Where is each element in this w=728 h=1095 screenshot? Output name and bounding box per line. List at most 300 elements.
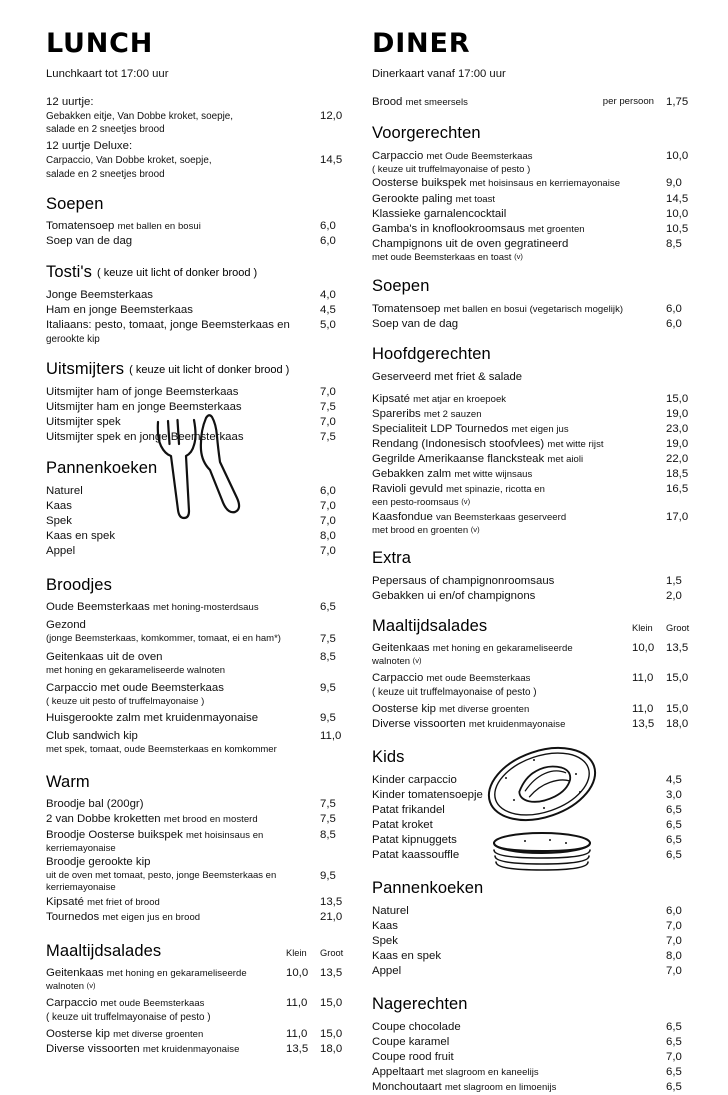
item-price: 4,5 xyxy=(666,774,682,787)
lunch-subtitle: Lunchkaart tot 17:00 uur xyxy=(46,68,169,80)
item-desc: met honing-mosterdsaus xyxy=(153,602,259,614)
item-name: Carpaccio xyxy=(46,996,101,1009)
item-name: Spareribs xyxy=(372,408,424,421)
section-items-tostis xyxy=(46,288,354,346)
item-name: Spek xyxy=(46,515,72,528)
item-desc: met spinazie, ricotta en xyxy=(446,484,545,496)
item-price: 6,0 xyxy=(666,905,682,918)
item-name: Coupe rood fruit xyxy=(372,1051,454,1064)
item-name: Italiaans: pesto, tomaat, jonge Beemsterkaas en xyxy=(46,319,290,332)
item-name: Gegrilde Amerikaanse flancksteak xyxy=(372,453,548,466)
vegetarian-marker: (v) xyxy=(470,524,480,534)
item-price: 6,5 xyxy=(666,1066,682,1079)
item-name: Kaas xyxy=(372,920,398,933)
item-price: 9,5 xyxy=(320,681,336,694)
item-price: 16,5 xyxy=(666,483,689,496)
section-items-warm xyxy=(46,797,354,924)
item-price-groot: 13,5 xyxy=(666,641,689,654)
column-header-groot: Groot xyxy=(320,947,344,958)
section-items-broodjes xyxy=(46,600,354,756)
menu-item xyxy=(372,574,700,589)
menu-item xyxy=(372,934,700,949)
item-price-klein: 11,0 xyxy=(632,672,654,685)
item-name: Club sandwich kip xyxy=(46,730,138,743)
item-desc: met eigen jus xyxy=(511,424,569,436)
section-title-kids: Kids xyxy=(372,748,405,767)
item-name: 2 van Dobbe kroketten xyxy=(46,813,164,826)
item-price-klein: 11,0 xyxy=(286,996,308,1009)
item-desc: met groenten xyxy=(528,223,585,235)
item-desc-line: met honing en gekarameliseerde walnoten xyxy=(46,665,226,677)
item-name: Oosterse buikspek xyxy=(372,177,470,190)
item-name: Kaas en spek xyxy=(372,950,442,963)
item-price: 7,0 xyxy=(666,965,682,978)
section-title-warm: Warm xyxy=(46,772,90,791)
item-desc: met toast xyxy=(455,193,496,205)
item-price: 7,0 xyxy=(320,515,336,528)
item-name: Klassieke garnalencocktail xyxy=(372,207,507,220)
menu-item xyxy=(372,192,700,207)
menu-item xyxy=(372,904,700,919)
item-price: 19,0 xyxy=(666,408,689,421)
menu-item xyxy=(46,681,354,708)
item-price: 7,0 xyxy=(320,416,336,429)
menu-item xyxy=(46,415,354,430)
item-name: Naturel xyxy=(372,905,409,918)
item-price: 8,5 xyxy=(666,237,682,250)
item-name: Monchoutaart xyxy=(372,1081,445,1094)
item-price-klein: 10,0 xyxy=(632,641,655,654)
section-title-pannenkoeken: Pannenkoeken xyxy=(46,459,158,478)
item-name: Uitsmijter spek en jonge Beemsterkaas xyxy=(46,431,244,444)
item-desc: met brood en mosterd xyxy=(163,814,258,826)
menu-item xyxy=(372,671,700,699)
item-price: 12,0 xyxy=(320,110,343,123)
item-desc-line: met spek, tomaat, oude Beemsterkaas en komkommer xyxy=(46,744,277,756)
item-desc: met honing en gekarameliseerde xyxy=(432,642,573,654)
item-name: Jonge Beemsterkaas xyxy=(46,289,154,302)
menu-item xyxy=(46,499,354,514)
item-price: 2,0 xyxy=(666,589,682,602)
item-price-klein: 13,5 xyxy=(286,1043,309,1056)
item-subline: walnoten xyxy=(46,980,85,992)
item-name: Appel xyxy=(372,965,402,978)
item-name: Broodje gerookte kip xyxy=(46,855,151,868)
menu-item xyxy=(46,855,354,895)
item-desc: met slagroom en kaneelijs xyxy=(427,1067,539,1079)
item-desc: met smeersels xyxy=(405,97,468,109)
section-items-soepen xyxy=(46,219,354,249)
item-name: Diverse vissoorten xyxy=(372,718,469,731)
section-title-soepen: Soepen xyxy=(46,194,104,213)
item-price-groot: 15,0 xyxy=(666,672,689,685)
menu-item xyxy=(372,437,700,452)
column-header-klein: Klein xyxy=(286,947,307,958)
section-items-pannenkoeken xyxy=(46,484,354,559)
item-name: Champignons uit de oven gegratineerd xyxy=(372,237,569,250)
item-name: Gebakken ui en/of champignons xyxy=(372,589,536,602)
item-name: Kaasfondue xyxy=(372,510,436,523)
menu-item xyxy=(46,514,354,529)
item-name: Uitsmijter spek xyxy=(46,416,121,429)
item-name: Soep van de dag xyxy=(372,317,459,330)
item-price: 7,0 xyxy=(320,500,336,513)
section-title-text: Tosti's xyxy=(46,263,93,282)
section-title-hoofdgerechten: Hoofdgerechten xyxy=(372,344,491,363)
item-name: Oosterse kip xyxy=(46,1028,114,1041)
item-desc-line: ( keuze uit truffelmayonaise of pesto ) xyxy=(372,687,537,699)
section-items-soepen-diner xyxy=(372,302,700,332)
menu-item xyxy=(372,207,700,222)
menu-item xyxy=(46,828,354,855)
item-name: Geitenkaas uit de oven xyxy=(46,651,163,664)
item-price: 8,5 xyxy=(320,651,336,664)
item-price: 10,0 xyxy=(666,150,689,163)
item-line: Gebakken eitje, Van Dobbe kroket, soepje, xyxy=(46,111,234,123)
section-items-uitsmijters xyxy=(46,385,354,445)
menu-item xyxy=(46,430,354,445)
item-desc: met kruidenmayonaise xyxy=(142,1044,240,1056)
item-price: 14,5 xyxy=(666,192,689,205)
item-price: 6,5 xyxy=(666,834,682,847)
item-desc: met Oude Beemsterkaas xyxy=(426,151,533,163)
item-price-groot: 15,0 xyxy=(320,1028,343,1041)
menu-item xyxy=(372,452,700,467)
menu-item xyxy=(372,222,700,237)
item-name: Kaas xyxy=(46,500,72,513)
item-price: 7,5 xyxy=(320,798,336,811)
vegetarian-marker: (v) xyxy=(461,497,471,507)
item-name: Kinder carpaccio xyxy=(372,774,457,787)
item-price: 6,5 xyxy=(666,849,682,862)
menu-item xyxy=(372,589,700,604)
item-price-groot: 18,0 xyxy=(320,1043,343,1056)
section-title-maaltijdsalades: Maaltijdsalades xyxy=(46,941,162,960)
item-name: Geitenkaas xyxy=(372,641,433,654)
item-desc: met eigen jus en brood xyxy=(102,911,201,923)
item-name: Ham en jonge Beemsterkaas xyxy=(46,304,193,317)
section-title-extra: Extra xyxy=(372,549,412,568)
item-price: 1,5 xyxy=(666,574,682,587)
item-price: 6,0 xyxy=(320,485,336,498)
item-price: 6,5 xyxy=(666,1081,682,1094)
item-name: Ravioli gevuld xyxy=(372,483,447,496)
item-name: Oosterse kip xyxy=(372,703,440,716)
item-price-klein: 13,5 xyxy=(632,718,655,731)
item-name: Broodje Oosterse buikspek xyxy=(46,828,186,841)
item-desc: met ballen en bosui (vegetarisch mogelijk) xyxy=(443,303,624,315)
vegetarian-marker: (v) xyxy=(86,980,96,990)
item-name: Carpaccio met oude Beemsterkaas xyxy=(46,681,224,694)
section-items-maaltijdsalades-lunch xyxy=(46,966,354,1058)
item-price: 22,0 xyxy=(666,453,689,466)
section-title-nagerechten: Nagerechten xyxy=(372,995,468,1014)
item-price: 13,5 xyxy=(320,895,343,908)
item-desc-line xyxy=(372,497,661,509)
item-line: Carpaccio, Van Dobbe kroket, soepje, xyxy=(46,155,212,167)
section-items-nagerechten xyxy=(372,1020,700,1095)
item-price: 18,5 xyxy=(666,468,689,481)
item-price: 5,0 xyxy=(320,319,336,332)
section-header-maaltijdsalades-lunch xyxy=(46,942,354,962)
item-price: 6,5 xyxy=(666,1021,682,1034)
item-price: 10,5 xyxy=(666,222,689,235)
item-price-klein: 11,0 xyxy=(632,703,654,716)
menu-item xyxy=(46,910,354,925)
section-title-broodjes: Broodjes xyxy=(46,575,112,594)
menu-item xyxy=(46,1027,354,1042)
menu-item xyxy=(46,544,354,559)
menu-item xyxy=(372,482,700,509)
item-name: Oude Beemsterkaas xyxy=(46,601,153,614)
section-title-paren: ( keuze uit licht of donker brood ) xyxy=(129,364,290,377)
item-desc: van Beemsterkaas geserveerd xyxy=(435,511,567,523)
item-name: Rendang (Indonesisch stoofvlees) xyxy=(372,438,548,451)
item-name: Diverse vissoorten xyxy=(46,1043,143,1056)
item-price-groot: 13,5 xyxy=(320,966,343,979)
menu-item xyxy=(46,996,354,1024)
menu-item xyxy=(372,717,700,732)
section-items-pannenkoeken-diner xyxy=(372,904,700,979)
item-desc: met friet of brood xyxy=(87,896,160,908)
item-name: Coupe karamel xyxy=(372,1036,450,1049)
item-name: Kinder tomatensoepje xyxy=(372,789,483,802)
item-price: 7,0 xyxy=(666,920,682,933)
item-name: Tomatensoep xyxy=(46,220,118,233)
item-name: Tournedos xyxy=(46,910,103,923)
menu-item xyxy=(46,484,354,499)
item-desc: met diverse groenten xyxy=(439,704,530,716)
item-price: 6,0 xyxy=(320,235,336,248)
menu-item xyxy=(46,219,354,234)
item-price: 7,0 xyxy=(320,545,336,558)
menu-item xyxy=(372,1020,700,1035)
item-desc-line: uit de oven met tomaat, pesto, jonge Beemsterkaas en xyxy=(46,869,277,881)
item-name: Patat kroket xyxy=(372,819,433,832)
menu-item xyxy=(372,964,700,979)
item-price: 15,0 xyxy=(666,393,689,405)
menu-item xyxy=(46,797,354,812)
item-desc: met hoisinsaus en kerriemayonaise xyxy=(469,178,621,190)
lunch-column xyxy=(46,28,354,1056)
lunch-intro-items xyxy=(46,95,354,180)
item-price: 6,5 xyxy=(666,819,682,832)
menu-item xyxy=(372,467,700,482)
item-price-klein: 10,0 xyxy=(286,966,309,979)
item-line: gerookte kip xyxy=(46,334,100,346)
item-name: Gebakken zalm xyxy=(372,468,455,481)
item-desc: met oude Beemsterkaas xyxy=(100,997,205,1009)
item-price: 4,5 xyxy=(320,304,336,317)
menu-item xyxy=(372,848,700,863)
item-price: 23,0 xyxy=(666,423,689,436)
vegetarian-marker: (v) xyxy=(412,655,422,665)
menu-item xyxy=(372,302,700,317)
item-name: Kipsaté xyxy=(372,393,414,405)
item-price: 19,0 xyxy=(666,438,689,451)
menu-item xyxy=(46,812,354,827)
item-price: 14,5 xyxy=(320,154,343,167)
section-items-extra xyxy=(372,574,700,604)
item-name: Uitsmijter ham en jonge Beemsterkaas xyxy=(46,401,242,414)
item-price: 10,0 xyxy=(666,207,689,220)
menu-item-brood xyxy=(372,95,700,110)
item-line: salade en 2 sneetjes brood xyxy=(46,168,165,180)
item-name: Kaas en spek xyxy=(46,530,116,543)
section-title-tostis xyxy=(46,263,354,283)
menu-item xyxy=(372,1035,700,1050)
item-desc-line: ( keuze uit truffelmayonaise of pesto ) xyxy=(372,164,531,176)
item-desc-line xyxy=(372,656,627,668)
item-desc-line: ( keuze uit pesto of truffelmayonaise ) xyxy=(46,695,205,707)
per-person-label: per persoon xyxy=(602,96,654,108)
item-name: Gamba's in knoflookroomsaus xyxy=(372,222,529,235)
item-name: Patat frikandel xyxy=(372,804,445,817)
menu-item xyxy=(372,919,700,934)
item-price: 8,0 xyxy=(320,530,336,543)
menu-item xyxy=(372,1080,700,1095)
item-price: 7,5 xyxy=(320,401,336,414)
menu-item xyxy=(46,966,354,993)
item-price: 7,0 xyxy=(666,1051,682,1064)
menu-item xyxy=(46,400,354,415)
item-price: 6,0 xyxy=(666,302,682,315)
section-items-voorgerechten xyxy=(372,149,700,264)
menu-item xyxy=(46,650,354,677)
menu-item xyxy=(372,510,700,537)
menu-item xyxy=(46,95,354,136)
item-desc-line: ( keuze uit truffelmayonaise of pesto ) xyxy=(46,1011,211,1023)
item-line: salade en 2 sneetjes brood xyxy=(46,124,165,136)
item-name: Huisgerookte zalm met kruidenmayonaise xyxy=(46,712,259,725)
item-price-klein: 11,0 xyxy=(286,1028,308,1041)
item-desc: met honing en gekarameliseerde xyxy=(106,967,247,979)
item-subline: met oude Beemsterkaas en toast xyxy=(372,251,512,263)
item-desc: met kruidenmayonaise xyxy=(468,719,566,731)
menu-item xyxy=(372,833,700,848)
menu-item xyxy=(46,711,354,726)
menu-item xyxy=(46,385,354,400)
item-price: 7,0 xyxy=(666,935,682,948)
item-name: Coupe chocolade xyxy=(372,1021,461,1034)
item-subline: walnoten xyxy=(372,655,411,667)
menu-item xyxy=(46,895,354,910)
item-price: 7,5 xyxy=(320,813,336,826)
menu-item xyxy=(46,729,354,756)
item-price: 6,5 xyxy=(320,601,336,614)
item-name: Carpaccio xyxy=(372,150,427,163)
item-price: 3,0 xyxy=(666,789,682,802)
item-name: Carpaccio xyxy=(372,672,427,685)
item-name: Gerookte paling xyxy=(372,192,456,205)
item-price: 17,0 xyxy=(666,510,689,523)
item-name: Pepersaus of champignonroomsaus xyxy=(372,574,555,587)
item-desc-line: (jonge Beemsterkaas, komkommer, tomaat, ei en ham*) xyxy=(46,633,281,645)
menu-item xyxy=(372,949,700,964)
menu-item xyxy=(372,392,700,407)
menu-item xyxy=(372,702,700,717)
section-title-paren: ( keuze uit licht of donker brood ) xyxy=(97,267,258,280)
item-name: Brood xyxy=(372,96,406,109)
section-note-hoofdgerechten: Geserveerd met friet & salade xyxy=(372,370,523,383)
item-name: Naturel xyxy=(46,485,83,498)
menu-item xyxy=(46,234,354,249)
section-title-voorgerechten: Voorgerechten xyxy=(372,124,481,143)
section-title-text: Uitsmijters xyxy=(46,360,125,379)
menu-item xyxy=(46,529,354,544)
menu-item xyxy=(46,318,354,346)
item-price: 6,5 xyxy=(666,804,682,817)
item-price-groot: 18,0 xyxy=(666,718,689,731)
item-price: 6,0 xyxy=(320,220,336,233)
item-desc: met oude Beemsterkaas xyxy=(426,673,531,685)
menu-item xyxy=(372,1050,700,1065)
menu-item xyxy=(46,618,354,647)
menu-item xyxy=(372,641,700,668)
menu-item xyxy=(372,317,700,332)
menu-item xyxy=(372,803,700,818)
item-price: 9,5 xyxy=(320,712,336,725)
item-desc: met aioli xyxy=(547,454,584,466)
menu-item xyxy=(372,422,700,437)
menu-item xyxy=(372,149,700,176)
item-price: 9,0 xyxy=(666,177,682,190)
item-price: 7,5 xyxy=(320,431,336,444)
section-header-maaltijdsalades-diner xyxy=(372,617,700,637)
section-title-soepen-diner: Soepen xyxy=(372,277,430,296)
item-name: 12 uurtje: xyxy=(46,96,94,109)
item-price: 8,5 xyxy=(320,828,336,841)
item-desc: met hoisinsaus en xyxy=(185,829,264,841)
item-desc-line xyxy=(372,525,661,537)
item-name: Kipsaté xyxy=(46,895,88,908)
item-price: 8,0 xyxy=(666,950,682,963)
item-desc-line: kerriemayonaise xyxy=(46,842,116,854)
item-desc: met slagroom en limoenijs xyxy=(444,1082,557,1094)
item-name: Broodje bal (200gr) xyxy=(46,798,144,811)
item-name: Spek xyxy=(372,935,398,948)
item-price: 11,0 xyxy=(320,730,342,743)
section-title-pannenkoeken-diner: Pannenkoeken xyxy=(372,879,484,898)
item-desc: met witte wijnsaus xyxy=(454,469,533,481)
menu-item xyxy=(46,1042,354,1057)
menu-item xyxy=(46,303,354,318)
item-desc-line xyxy=(372,252,661,264)
item-name: Geitenkaas xyxy=(46,966,107,979)
item-desc: met diverse groenten xyxy=(113,1029,204,1041)
section-title-uitsmijters xyxy=(46,360,354,380)
vegetarian-marker: (v) xyxy=(514,251,523,261)
item-name: Soep van de dag xyxy=(46,235,133,248)
item-price-groot: 15,0 xyxy=(666,703,689,716)
section-title-maaltijdsalades: Maaltijdsalades xyxy=(372,616,488,635)
section-items-hoofdgerechten xyxy=(372,392,700,537)
item-price: 1,75 xyxy=(666,96,689,109)
menu-item xyxy=(372,1065,700,1080)
diner-subtitle: Dinerkaart vanaf 17:00 uur xyxy=(372,68,506,80)
item-name: Appeltaart xyxy=(372,1066,428,1079)
item-name: Uitsmijter ham of jonge Beemsterkaas xyxy=(46,386,239,399)
section-items-kids xyxy=(372,773,700,863)
menu-item xyxy=(46,288,354,303)
item-price: 9,5 xyxy=(320,869,336,882)
item-desc: met 2 sauzen xyxy=(423,409,482,421)
item-price: 4,0 xyxy=(320,289,336,302)
menu-item xyxy=(372,176,700,191)
item-price-groot: 15,0 xyxy=(320,996,343,1009)
item-price: 6,0 xyxy=(666,317,682,330)
item-desc: met witte rijst xyxy=(547,439,604,451)
